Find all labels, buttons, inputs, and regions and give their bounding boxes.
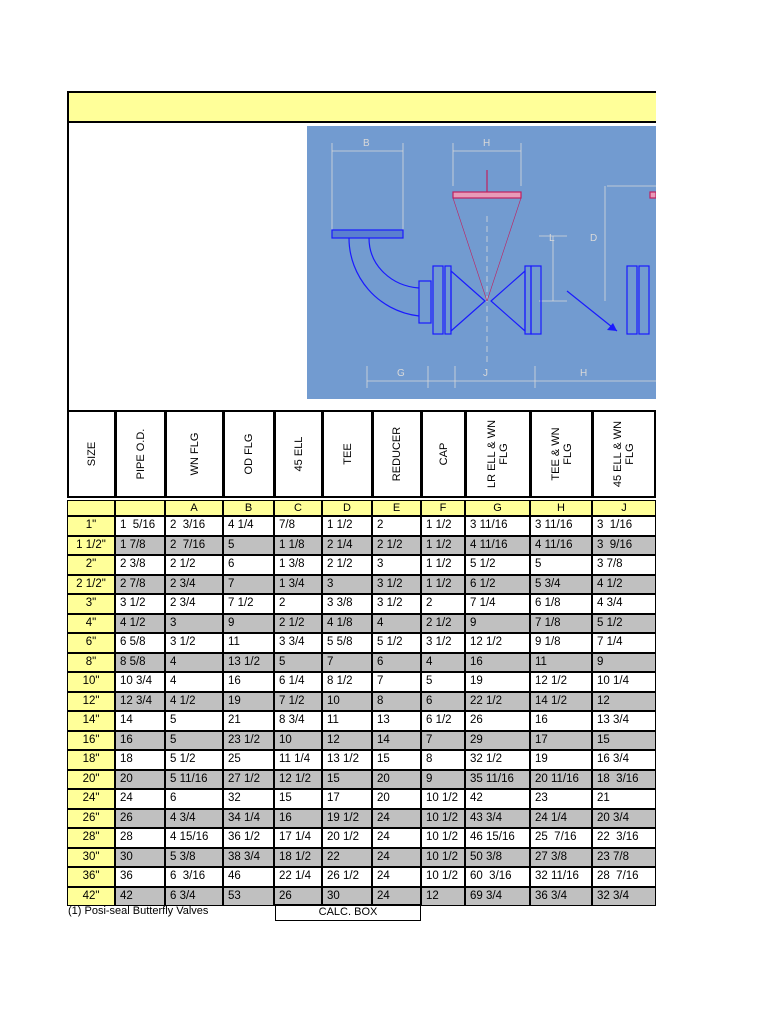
- dim-label-l: L: [549, 233, 555, 244]
- column-header-label: 45 ELL: [292, 436, 305, 472]
- table-cell: 43 3/4: [465, 809, 530, 829]
- size-cell: 1 1/2": [67, 536, 115, 556]
- table-cell: 9: [592, 653, 656, 673]
- column-header-label: PIPE O.D.: [134, 428, 147, 480]
- table-cell: 10 1/2: [421, 809, 465, 829]
- table-cell: 2 3/4: [165, 594, 223, 614]
- table-cell: 9: [223, 614, 274, 634]
- table-cell: 7 1/4: [592, 633, 656, 653]
- table-cell: 22 3/16: [592, 828, 656, 848]
- table-cell: 24: [372, 887, 421, 907]
- table-cell: 12 3/4: [115, 692, 165, 712]
- table-cell: 1 1/2: [421, 516, 465, 536]
- size-cell: 4": [67, 614, 115, 634]
- table-cell: 10: [322, 692, 372, 712]
- table-row: [67, 789, 656, 809]
- table-cell: 2: [274, 594, 322, 614]
- table-cell: 5 1/2: [465, 555, 530, 575]
- dim-label-b: B: [363, 138, 370, 149]
- table-cell: 7: [322, 653, 372, 673]
- table-cell: 20 1/2: [322, 828, 372, 848]
- table-cell: 20 11/16: [530, 770, 592, 790]
- column-header: [165, 410, 223, 498]
- table-cell: 9: [421, 770, 465, 790]
- table-cell: 5 11/16: [165, 770, 223, 790]
- column-letter: H: [530, 500, 592, 516]
- fitting-diagram: [307, 126, 656, 399]
- table-cell: 22 1/4: [274, 867, 322, 887]
- table-row: [67, 867, 656, 887]
- table-cell: 10: [274, 731, 322, 751]
- column-letter: F: [421, 500, 465, 516]
- table-cell: 10 1/2: [421, 848, 465, 868]
- column-letter: G: [465, 500, 530, 516]
- table-cell: 4 11/16: [465, 536, 530, 556]
- table-cell: 29: [465, 731, 530, 751]
- table-cell: 6 3/16: [165, 867, 223, 887]
- table-cell: 3 1/2: [421, 633, 465, 653]
- table-cell: 46 15/16: [465, 828, 530, 848]
- table-cell: 14: [115, 711, 165, 731]
- title-bar: [67, 91, 656, 123]
- table-cell: 2 3/4: [165, 575, 223, 595]
- table-cell: 30: [322, 887, 372, 907]
- table-cell: 19: [530, 750, 592, 770]
- table-cell: 5: [165, 711, 223, 731]
- table-cell: 3 11/16: [465, 516, 530, 536]
- table-cell: 6 1/2: [421, 711, 465, 731]
- table-cell: 5 5/8: [322, 633, 372, 653]
- size-cell: 6": [67, 633, 115, 653]
- table-cell: 3 9/16: [592, 536, 656, 556]
- table-cell: 24: [372, 828, 421, 848]
- table-cell: 2 3/16: [165, 516, 223, 536]
- table-cell: 38 3/4: [223, 848, 274, 868]
- size-cell: 2 1/2": [67, 575, 115, 595]
- table-cell: 24 1/4: [530, 809, 592, 829]
- table-cell: 16: [115, 731, 165, 751]
- table-cell: 7 1/4: [465, 594, 530, 614]
- table-row: [67, 594, 656, 614]
- table-cell: 2 1/2: [421, 614, 465, 634]
- table-cell: 50 3/8: [465, 848, 530, 868]
- size-cell: 36": [67, 867, 115, 887]
- table-cell: 22 1/2: [465, 692, 530, 712]
- size-cell: 2": [67, 555, 115, 575]
- table-row: [67, 633, 656, 653]
- table-cell: 6: [372, 653, 421, 673]
- table-cell: 18 1/2: [274, 848, 322, 868]
- table-cell: 1 1/2: [421, 536, 465, 556]
- table-cell: 3 3/4: [274, 633, 322, 653]
- table-cell: 2: [372, 516, 421, 536]
- table-cell: 42: [465, 789, 530, 809]
- size-cell: 18": [67, 750, 115, 770]
- table-cell: 9: [465, 614, 530, 634]
- table-cell: 32: [223, 789, 274, 809]
- table-cell: 16: [274, 809, 322, 829]
- table-cell: 6: [165, 789, 223, 809]
- column-header: [421, 410, 465, 498]
- table-row: [67, 536, 656, 556]
- table-cell: 7: [372, 672, 421, 692]
- size-cell: 8": [67, 653, 115, 673]
- table-cell: 5: [274, 653, 322, 673]
- table-row: [67, 770, 656, 790]
- table-cell: 12: [592, 692, 656, 712]
- size-cell: 24": [67, 789, 115, 809]
- table-cell: 4 1/2: [592, 575, 656, 595]
- table-cell: 2 7/16: [165, 536, 223, 556]
- table-cell: 13 1/2: [223, 653, 274, 673]
- table-row: [67, 614, 656, 634]
- column-header-label: LR ELL & WN FLG: [486, 419, 510, 489]
- column-header: [592, 410, 656, 498]
- table-row: [67, 848, 656, 868]
- table-cell: 10 1/4: [592, 672, 656, 692]
- table-cell: 3 1/16: [592, 516, 656, 536]
- table-cell: 32 1/2: [465, 750, 530, 770]
- table-cell: 20: [115, 770, 165, 790]
- table-cell: 27 3/8: [530, 848, 592, 868]
- table-cell: 3 3/8: [322, 594, 372, 614]
- table-cell: 9 1/8: [530, 633, 592, 653]
- table-cell: 3 1/2: [372, 594, 421, 614]
- table-cell: 6: [421, 692, 465, 712]
- footnote: (1) Posi-seal Butterfly Valves: [68, 905, 209, 917]
- dim-label-h: H: [483, 138, 491, 149]
- table-cell: 25 7/16: [530, 828, 592, 848]
- table-cell: 11: [223, 633, 274, 653]
- table-cell: 3: [165, 614, 223, 634]
- table-cell: 16 3/4: [592, 750, 656, 770]
- table-cell: 23 7/8: [592, 848, 656, 868]
- table-cell: 2 1/2: [274, 614, 322, 634]
- table-cell: 32 11/16: [530, 867, 592, 887]
- table-cell: 32 3/4: [592, 887, 656, 907]
- table-row: [67, 809, 656, 829]
- table-cell: 16: [223, 672, 274, 692]
- column-letter: A: [165, 500, 223, 516]
- table-cell: 23 1/2: [223, 731, 274, 751]
- table-cell: 1 1/2: [421, 555, 465, 575]
- table-cell: 4: [421, 653, 465, 673]
- table-cell: 27 1/2: [223, 770, 274, 790]
- column-letter: D: [322, 500, 372, 516]
- size-cell: 30": [67, 848, 115, 868]
- column-header: [530, 410, 592, 498]
- table-cell: 2 1/2: [322, 555, 372, 575]
- table-cell: 2 3/8: [115, 555, 165, 575]
- table-cell: 5 3/8: [165, 848, 223, 868]
- size-cell: 16": [67, 731, 115, 751]
- table-cell: 13 1/2: [322, 750, 372, 770]
- table-row: [67, 711, 656, 731]
- table-cell: 8: [421, 750, 465, 770]
- table-row: [67, 575, 656, 595]
- table-cell: 6 5/8: [115, 633, 165, 653]
- column-header-label: REDUCER: [391, 426, 403, 482]
- table-cell: 19: [465, 672, 530, 692]
- table-cell: 24: [115, 789, 165, 809]
- size-cell: 1": [67, 516, 115, 536]
- table-cell: 4 1/2: [115, 614, 165, 634]
- table-cell: 4: [372, 614, 421, 634]
- table-cell: 69 3/4: [465, 887, 530, 907]
- column-letter: C: [274, 500, 322, 516]
- table-cell: 12 1/2: [274, 770, 322, 790]
- table-cell: 4 1/4: [223, 516, 274, 536]
- table-cell: 17 1/4: [274, 828, 322, 848]
- column-letter: J: [592, 500, 656, 516]
- column-header-label: SIZE: [85, 441, 98, 467]
- table-cell: 10 1/2: [421, 789, 465, 809]
- table-cell: 28 7/16: [592, 867, 656, 887]
- table-cell: 6 1/8: [530, 594, 592, 614]
- table-cell: 6 1/4: [274, 672, 322, 692]
- table-cell: 1 1/8: [274, 536, 322, 556]
- table-cell: 4 3/4: [592, 594, 656, 614]
- table-cell: 4 1/8: [322, 614, 372, 634]
- table-cell: 26: [274, 887, 322, 907]
- table-cell: 17: [322, 789, 372, 809]
- table-cell: 36 1/2: [223, 828, 274, 848]
- table-cell: 20: [372, 789, 421, 809]
- table-row: [67, 731, 656, 751]
- column-header: [223, 410, 274, 498]
- table-cell: 17: [530, 731, 592, 751]
- table-cell: 26: [115, 809, 165, 829]
- table-cell: 7 1/2: [223, 594, 274, 614]
- column-letter: E: [372, 500, 421, 516]
- size-cell: 12": [67, 692, 115, 712]
- table-cell: 12 1/2: [465, 633, 530, 653]
- table-cell: 22: [322, 848, 372, 868]
- table-row: [67, 555, 656, 575]
- table-cell: 15: [274, 789, 322, 809]
- table-cell: 4 15/16: [165, 828, 223, 848]
- table-cell: 5 1/2: [165, 750, 223, 770]
- table-row: [67, 653, 656, 673]
- table-cell: 3: [372, 555, 421, 575]
- table-cell: 3 1/2: [115, 594, 165, 614]
- table-cell: 15: [322, 770, 372, 790]
- table-cell: 5 1/2: [372, 633, 421, 653]
- table-cell: 5: [530, 555, 592, 575]
- table-cell: 18: [115, 750, 165, 770]
- table-cell: 19 1/2: [322, 809, 372, 829]
- table-cell: 4: [165, 672, 223, 692]
- table-cell: 4 1/2: [165, 692, 223, 712]
- table-cell: 3 7/8: [592, 555, 656, 575]
- size-cell: 26": [67, 809, 115, 829]
- column-header: [322, 410, 372, 498]
- table-cell: 34 1/4: [223, 809, 274, 829]
- column-header: [115, 410, 165, 498]
- size-cell: 28": [67, 828, 115, 848]
- column-letter: B: [223, 500, 274, 516]
- column-letter-row: [67, 500, 656, 516]
- table-cell: 18 3/16: [592, 770, 656, 790]
- table-cell: 24: [372, 809, 421, 829]
- table-cell: 26: [465, 711, 530, 731]
- size-cell: 10": [67, 672, 115, 692]
- calc-box: CALC. BOX: [275, 904, 421, 921]
- table-cell: 8: [372, 692, 421, 712]
- table-cell: 8 1/2: [322, 672, 372, 692]
- table-cell: 6 1/2: [465, 575, 530, 595]
- column-header: [372, 410, 421, 498]
- table-cell: 16: [530, 711, 592, 731]
- table-cell: 26 1/2: [322, 867, 372, 887]
- column-letter: [67, 500, 115, 516]
- table-cell: 24: [372, 867, 421, 887]
- table-cell: 5: [165, 731, 223, 751]
- table-cell: 6: [223, 555, 274, 575]
- table-row: [67, 692, 656, 712]
- table-cell: 2 7/8: [115, 575, 165, 595]
- size-cell: 14": [67, 711, 115, 731]
- column-header-label: OD FLG: [243, 433, 255, 475]
- table-cell: 20: [372, 770, 421, 790]
- table-cell: 15: [592, 731, 656, 751]
- table-cell: 24: [372, 848, 421, 868]
- column-header-label: TEE: [341, 443, 354, 465]
- dim-label-j: J: [483, 368, 488, 379]
- table-row: [67, 828, 656, 848]
- column-header: [465, 410, 530, 498]
- table-cell: 42: [115, 887, 165, 907]
- table-cell: 4 3/4: [165, 809, 223, 829]
- table-cell: 8 5/8: [115, 653, 165, 673]
- table-cell: 1 3/4: [274, 575, 322, 595]
- table-cell: 2 1/4: [322, 536, 372, 556]
- table-cell: 13 3/4: [592, 711, 656, 731]
- table-cell: 5: [223, 536, 274, 556]
- table-cell: 5: [421, 672, 465, 692]
- dim-label-h2: H: [580, 368, 588, 379]
- table-cell: 60 3/16: [465, 867, 530, 887]
- column-header: [67, 410, 115, 498]
- table-cell: 8 3/4: [274, 711, 322, 731]
- table-cell: 5 1/2: [592, 614, 656, 634]
- table-cell: 10 1/2: [421, 867, 465, 887]
- table-cell: 10 3/4: [115, 672, 165, 692]
- table-cell: 11: [322, 711, 372, 731]
- table-cell: 10 1/2: [421, 828, 465, 848]
- table-cell: 7 1/2: [274, 692, 322, 712]
- table-cell: 14 1/2: [530, 692, 592, 712]
- table-cell: 11 1/4: [274, 750, 322, 770]
- size-cell: 3": [67, 594, 115, 614]
- table-cell: 3 11/16: [530, 516, 592, 536]
- table-cell: 1 1/2: [322, 516, 372, 536]
- table-cell: 20 3/4: [592, 809, 656, 829]
- table-cell: 16: [465, 653, 530, 673]
- column-letter: [115, 500, 165, 516]
- column-header-label: 45 ELL & WN FLG: [612, 420, 636, 488]
- table-cell: 5 3/4: [530, 575, 592, 595]
- column-header-label: TEE & WN FLG: [549, 427, 574, 481]
- table-row: [67, 750, 656, 770]
- table-cell: 7 1/8: [530, 614, 592, 634]
- table-cell: 1 1/2: [421, 575, 465, 595]
- table-cell: 19: [223, 692, 274, 712]
- size-cell: 42": [67, 887, 115, 907]
- table-cell: 36 3/4: [530, 887, 592, 907]
- table-cell: 35 11/16: [465, 770, 530, 790]
- table-row: [67, 516, 656, 536]
- table-cell: 21: [592, 789, 656, 809]
- table-cell: 53: [223, 887, 274, 907]
- table-row: [67, 672, 656, 692]
- table-cell: 4: [165, 653, 223, 673]
- size-cell: 20": [67, 770, 115, 790]
- table-cell: 2 1/2: [372, 536, 421, 556]
- table-cell: 1 7/8: [115, 536, 165, 556]
- table-cell: 36: [115, 867, 165, 887]
- table-cell: 3 1/2: [165, 633, 223, 653]
- dim-label-g: G: [397, 368, 405, 379]
- table-cell: 25: [223, 750, 274, 770]
- table-cell: 1 5/16: [115, 516, 165, 536]
- table-cell: 3 1/2: [372, 575, 421, 595]
- table-cell: 28: [115, 828, 165, 848]
- table-cell: 7: [223, 575, 274, 595]
- table-cell: 2 1/2: [165, 555, 223, 575]
- table-cell: 15: [372, 750, 421, 770]
- column-header-label: CAP: [437, 442, 450, 466]
- table-cell: 21: [223, 711, 274, 731]
- table-cell: 46: [223, 867, 274, 887]
- table-cell: 3: [322, 575, 372, 595]
- column-header-label: WN FLG: [188, 432, 201, 476]
- table-cell: 30: [115, 848, 165, 868]
- column-header-row: [67, 410, 656, 500]
- table-cell: 2: [421, 594, 465, 614]
- column-header: [274, 410, 322, 498]
- table-cell: 14: [372, 731, 421, 751]
- table-cell: 7/8: [274, 516, 322, 536]
- table-cell: 4 11/16: [530, 536, 592, 556]
- table-cell: 12 1/2: [530, 672, 592, 692]
- table-cell: 1 3/8: [274, 555, 322, 575]
- dim-label-d: D: [590, 233, 598, 244]
- table-cell: 23: [530, 789, 592, 809]
- table-cell: 11: [530, 653, 592, 673]
- table-cell: 12: [421, 887, 465, 907]
- table-cell: 6 3/4: [165, 887, 223, 907]
- table-cell: 7: [421, 731, 465, 751]
- table-cell: 12: [322, 731, 372, 751]
- table-cell: 13: [372, 711, 421, 731]
